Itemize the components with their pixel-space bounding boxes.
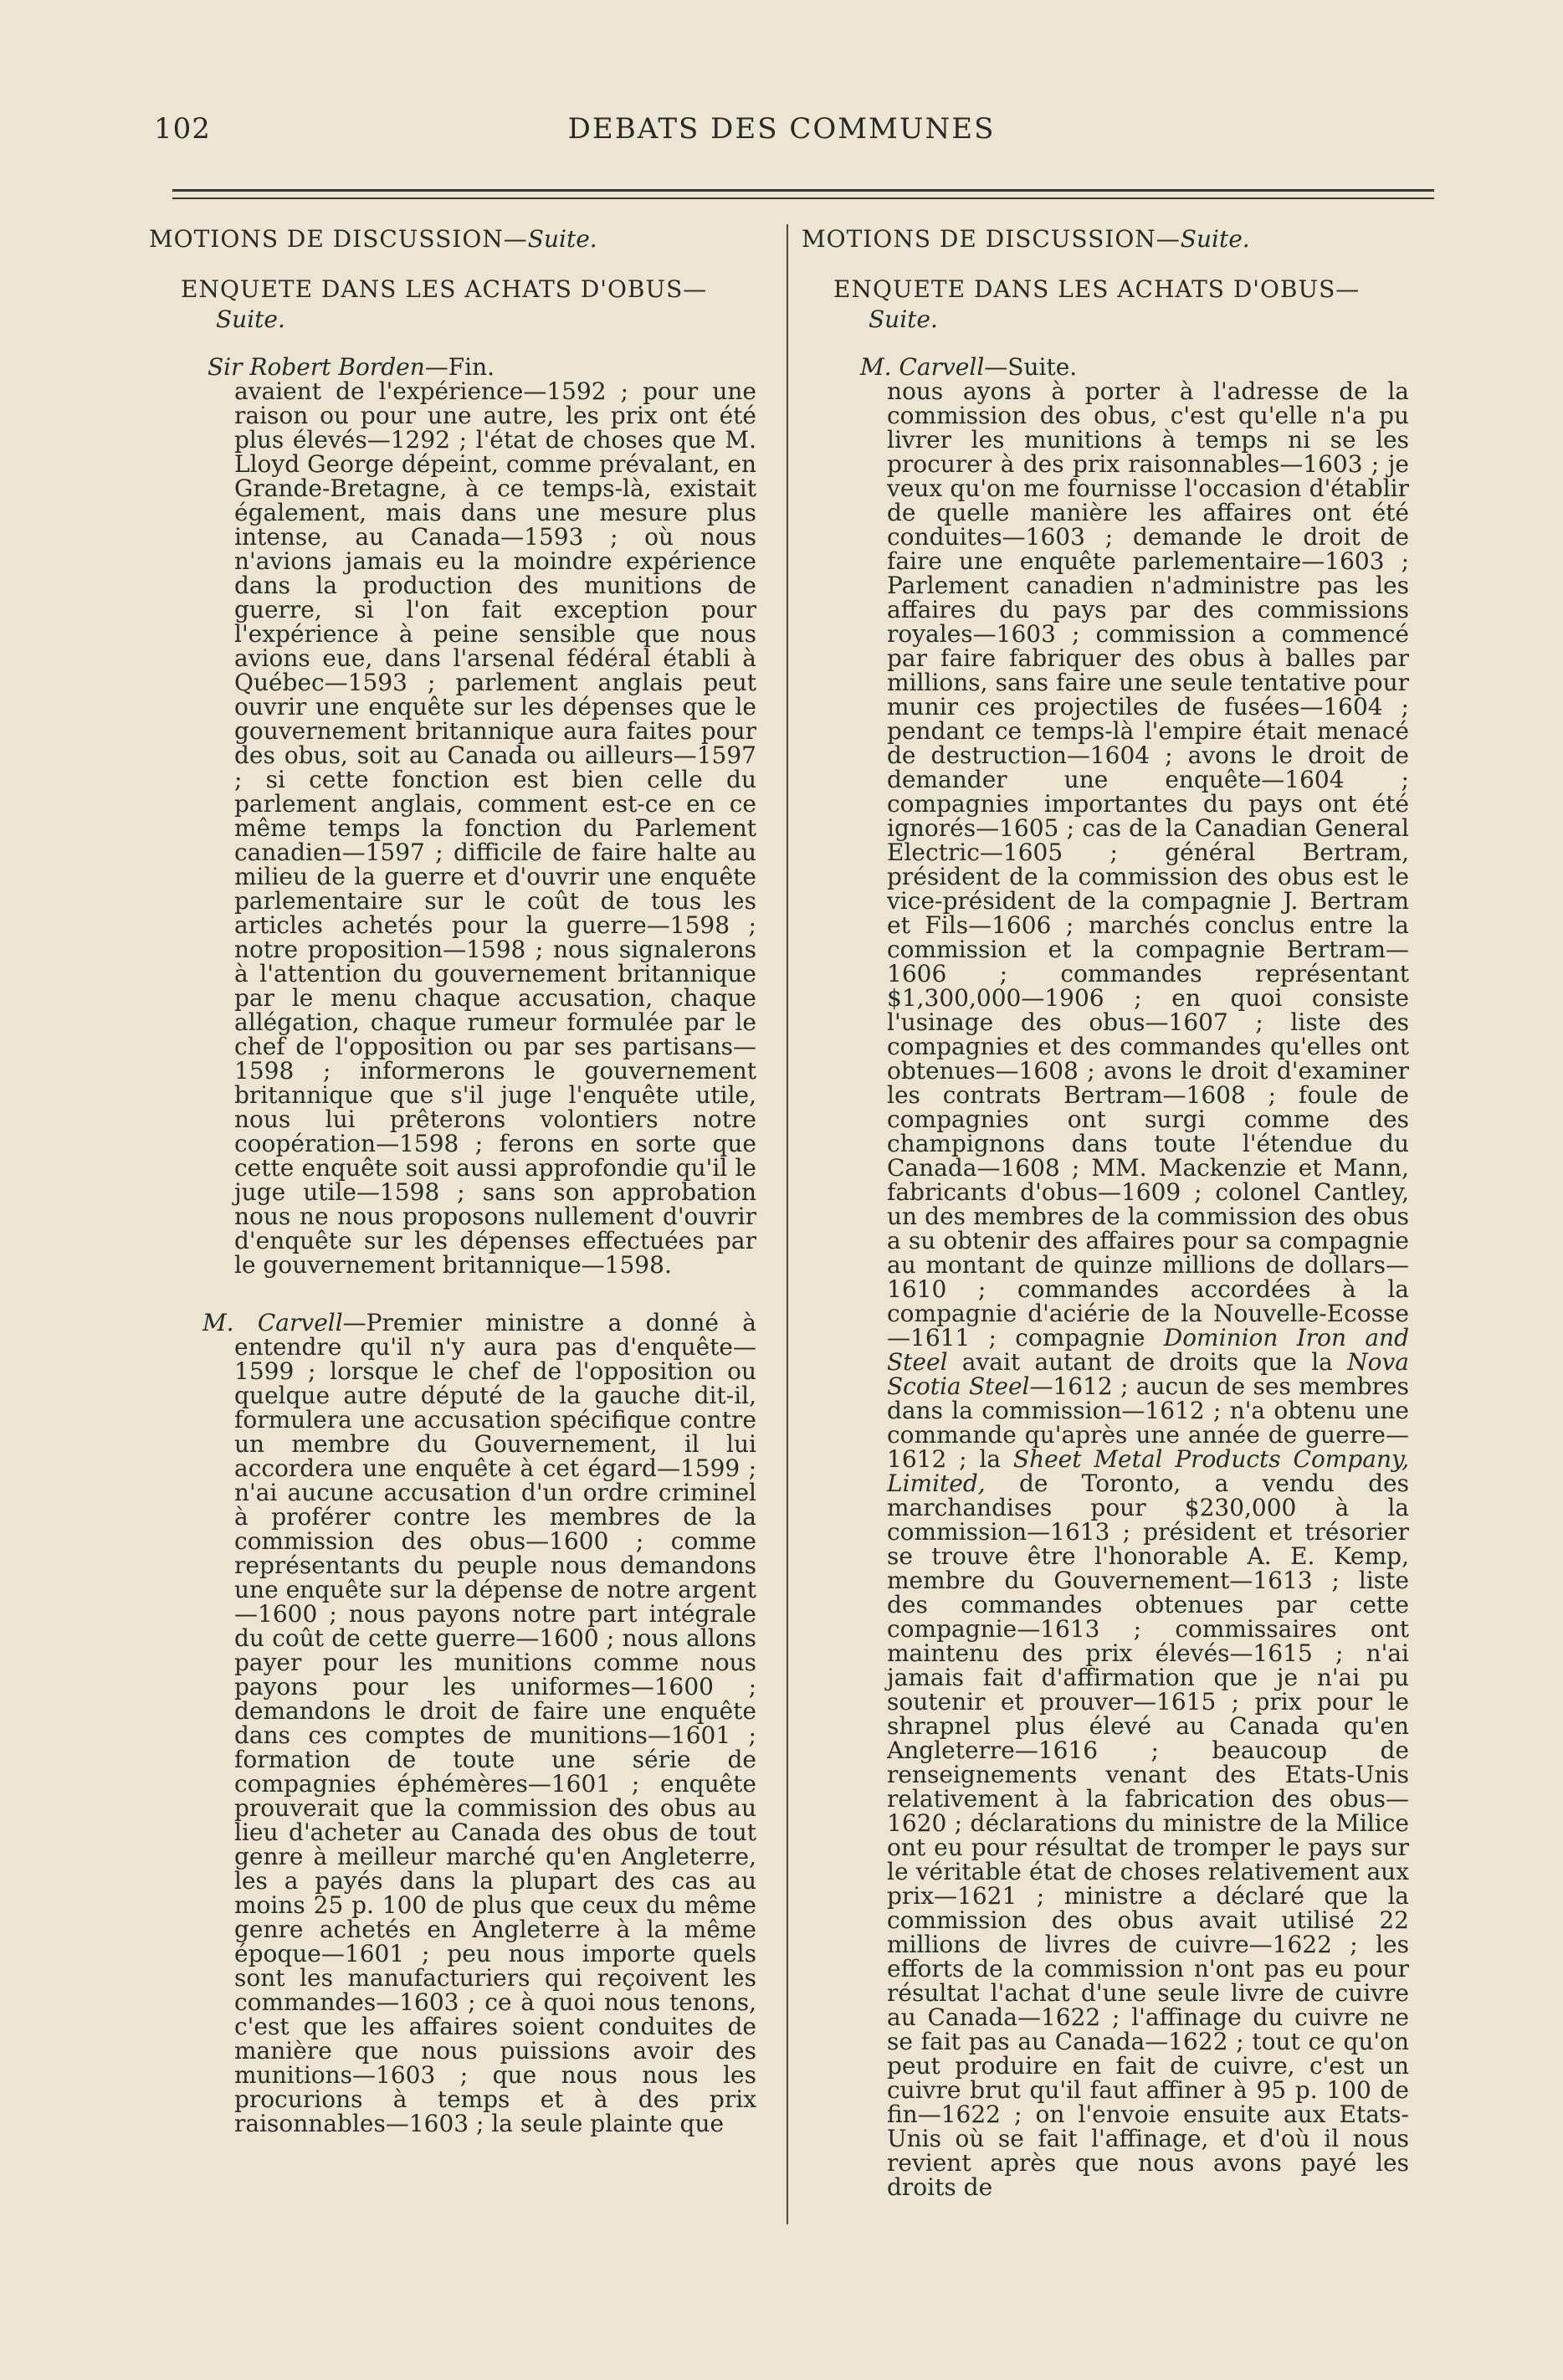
text-segment: nous ayons à porter à l'adresse de la commission des obus, c'est qu'elle n'a pu livrer les munitions à temps ni se les procurer à des prix raisonnables—1603 ; je veux qu'on me fournisse l'occasion d'établir de quelle manière les affaires ont été conduites—1603 ; demande le droit de faire une enquête parlementaire—1603 ; Parlement canadien n'administre pas les affaires du pays par des commissions royales—1603 ; commission a commencé par faire fabriquer des obus à balles par millions, sans faire une seule tentative pour munir ces projectiles de fusées—1604 ; pendant ce temps-là l'empire était menacé de destruction—1604 ; avons le droit de demander une enquête—1604 ; compagnies importantes du pays ont été ignorés—1605 ; cas de la Canadian General Electric—1605 ; général Bertram, président de la commission des obus est le vice-président de la compagnie J. Bertram et Fils—1606 ; marchés conclus entre la commission et la compagnie Bertram—1606 ; commandes représentant $1,300,000—1906 ; en quoi consiste l'usinage des obus—1607 ; liste des compagnies et des commandes qu'elles ont obtenues—1608 ; avons le droit d'examiner les contrats Bertram—1608 ; foule de compagnies ont surgi comme des champignons dans toute l'étendue du Canada—1608 ; MM. Mackenzie et Mann, fabricants d'obus—1609 ; colonel Cantley, un des membres de la commission des obus a su obtenir des affaires pour sa compagnie au montant de quinze millions de dollars—1610 ; commandes accordées à la compagnie d'aciérie de la Nouvelle-Ecosse—1611 ; compagnie [887, 377, 1409, 1352]
header-rule-bottom [172, 197, 1434, 199]
section-heading-text: MOTIONS DE DISCUSSION— [149, 225, 528, 253]
section-heading-text: MOTIONS DE DISCUSSION— [802, 225, 1181, 253]
running-head: DEBATS DES COMMUNES [567, 112, 996, 146]
column-divider [787, 224, 788, 2224]
speaker-suffix: —Fin. [424, 353, 495, 381]
section-heading-suite: Suite. [527, 225, 597, 253]
text-segment: avait autant de droits que la [947, 1348, 1348, 1376]
paragraph-text [887, 379, 1409, 2199]
section-heading [149, 224, 768, 254]
page-number: 102 [154, 112, 211, 146]
speaker-line [860, 355, 1421, 379]
section-heading-suite: Suite. [1180, 225, 1250, 253]
section-heading [802, 224, 1421, 254]
paragraph-speaker: M. Carvell [202, 1309, 343, 1336]
speaker-name: M. Carvell [860, 353, 985, 381]
paragraph-carvell [202, 1311, 756, 2136]
subheading [181, 274, 768, 335]
subheading [833, 274, 1421, 335]
right-column [802, 224, 1421, 2199]
company-name: Nova Scotia Steel [887, 1348, 1409, 1400]
text-segment: —1612 ; aucun de ses membres dans la commission—1612 ; n'a obtenu une commande qu'après une année de guerre—1612 ; la [887, 1372, 1409, 1473]
subheading-text: ENQUETE DANS LES ACHATS D'OBUS— [181, 275, 708, 303]
speaker-suffix: —Suite. [984, 353, 1078, 381]
header-rule-top [172, 189, 1434, 192]
paragraph-text: —Premier ministre a donné à entendre qu'il n'y aura pas d'enquête—1599 ; lorsque le chef de l'opposition ou quelque autre député de la gauche dit-il, formulera une accusation spécifique contre un membre du Gouvernement, il lui accordera une enquête à cet égard—1599 ; n'ai aucune accusation d'un ordre criminel à proférer contre les membres de la commission des obus—1600 ; comme représentants du peuple nous demandons une enquête sur la dépense de notre argent—1600 ; nous payons notre part intégrale du coût de cette guerre—1600 ; nous allons payer pour les munitions comme nous payons pour les uniformes—1600 ; demandons le droit de faire une enquête dans ces comptes de munitions—1601 ; formation de toute une série de compagnies éphémères—1601 ; enquête prouverait que la commission des obus au lieu d'acheter au Canada des obus de tout genre à meilleur marché qu'en Angleterre, les a payés dans la plupart des cas au moins 25 p. 100 de plus que ceux du même genre achetés en Angleterre à la même époque—1601 ; peu nous importe quels sont les manufacturiers qui reçoivent les commandes—1603 ; ce à quoi nous tenons, c'est que les affaires soient conduites de manière que nous puissions avoir des munitions—1603 ; que nous nous les procurions à temps et à des prix raisonnables—1603 ; la seule plainte que [234, 1309, 756, 2137]
text-segment: de Toronto, a vendu des marchandises pour $230,000 à la commission—1613 ; président et trésorier se trouve être l'honorable A. E. Kemp, membre du Gouvernement—1613 ; liste des commandes obtenues par cette compagnie—1613 ; commissaires ont maintenu des prix élevés—1615 ; n'ai jamais fait d'affirmation que je n'ai pu soutenir et prouver—1615 ; prix pour le shrapnel plus élevé au Canada qu'en Angleterre—1616 ; beaucoup de renseignements venant des Etats-Unis relativement à la fabrication des obus—1620 ; déclarations du ministre de la Milice ont eu pour résultat de tromper le pays sur le véritable état de choses relativement aux prix—1621 ; ministre a déclaré que la commission des obus avait utilisé 22 millions de livres de cuivre—1622 ; les efforts de la commission n'ont pas eu pour résultat l'achat d'une seule livre de cuivre au Canada—1622 ; l'affinage du cuivre ne se fait pas au Canada—1622 ; tout ce qu'on peut produire en fait de cuivre, c'est un cuivre brut qu'il faut affiner à 95 p. 100 de fin—1622 ; on l'envoie ensuite aux Etats-Unis où se fait l'affinage, et d'où il nous revient après que nous avons payé les droits de [887, 1470, 1409, 2201]
subheading-suite: Suite. [869, 305, 938, 333]
subheading-suite: Suite. [216, 305, 285, 333]
speaker-name: Sir Robert Borden [208, 353, 425, 381]
company-name: Sheet Metal Products Company, Limited, [887, 1445, 1409, 1497]
subheading-text: ENQUETE DANS LES ACHATS D'OBUS— [833, 275, 1361, 303]
left-column [149, 224, 768, 2136]
company-name: Dominion Iron and Steel [887, 1324, 1409, 1376]
speaker-line [208, 355, 768, 379]
paragraph-text: avaient de l'expérience—1592 ; pour une raison ou pour une autre, les prix ont été plus élevés—1292 ; l'état de choses que M. Lloyd George dépeint, comme prévalant, en Grande-Bretagne, à ce temps-là, existait également, mais dans une mesure plus intense, au Canada—1593 ; où nous n'avions jamais eu la moindre expérience dans la production des munitions de guerre, si l'on fait exception pour l'expérience à peine sensible que nous avions eue, dans l'arsenal fédéral établi à Québec—1593 ; parlement anglais peut ouvrir une enquête sur les dépenses que le gouvernement britannique aura faites pour des obus, soit au Canada ou ailleurs—1597 ; si cette fonction est bien celle du parlement anglais, comment est-ce en ce même temps la fonction du Parlement canadien—1597 ; difficile de faire halte au milieu de la guerre et d'ouvrir une enquête parlementaire sur le coût de tous les articles achetés pour la guerre—1598 ; notre proposition—1598 ; nous signalerons à l'attention du gouvernement britannique par le menu chaque accusation, chaque allégation, chaque rumeur formulée par le chef de l'opposition ou par ses partisans—1598 ; informerons le gouvernement britannique que s'il juge l'enquête utile, nous lui prêterons volontiers notre coopération—1598 ; ferons en sorte que cette enquête soit aussi approfondie qu'il le juge utile—1598 ; sans son approbation nous ne nous proposons nullement d'ouvrir d'enquête sur les dépenses effectuées par le gouvernement britannique—1598. [234, 377, 756, 1279]
